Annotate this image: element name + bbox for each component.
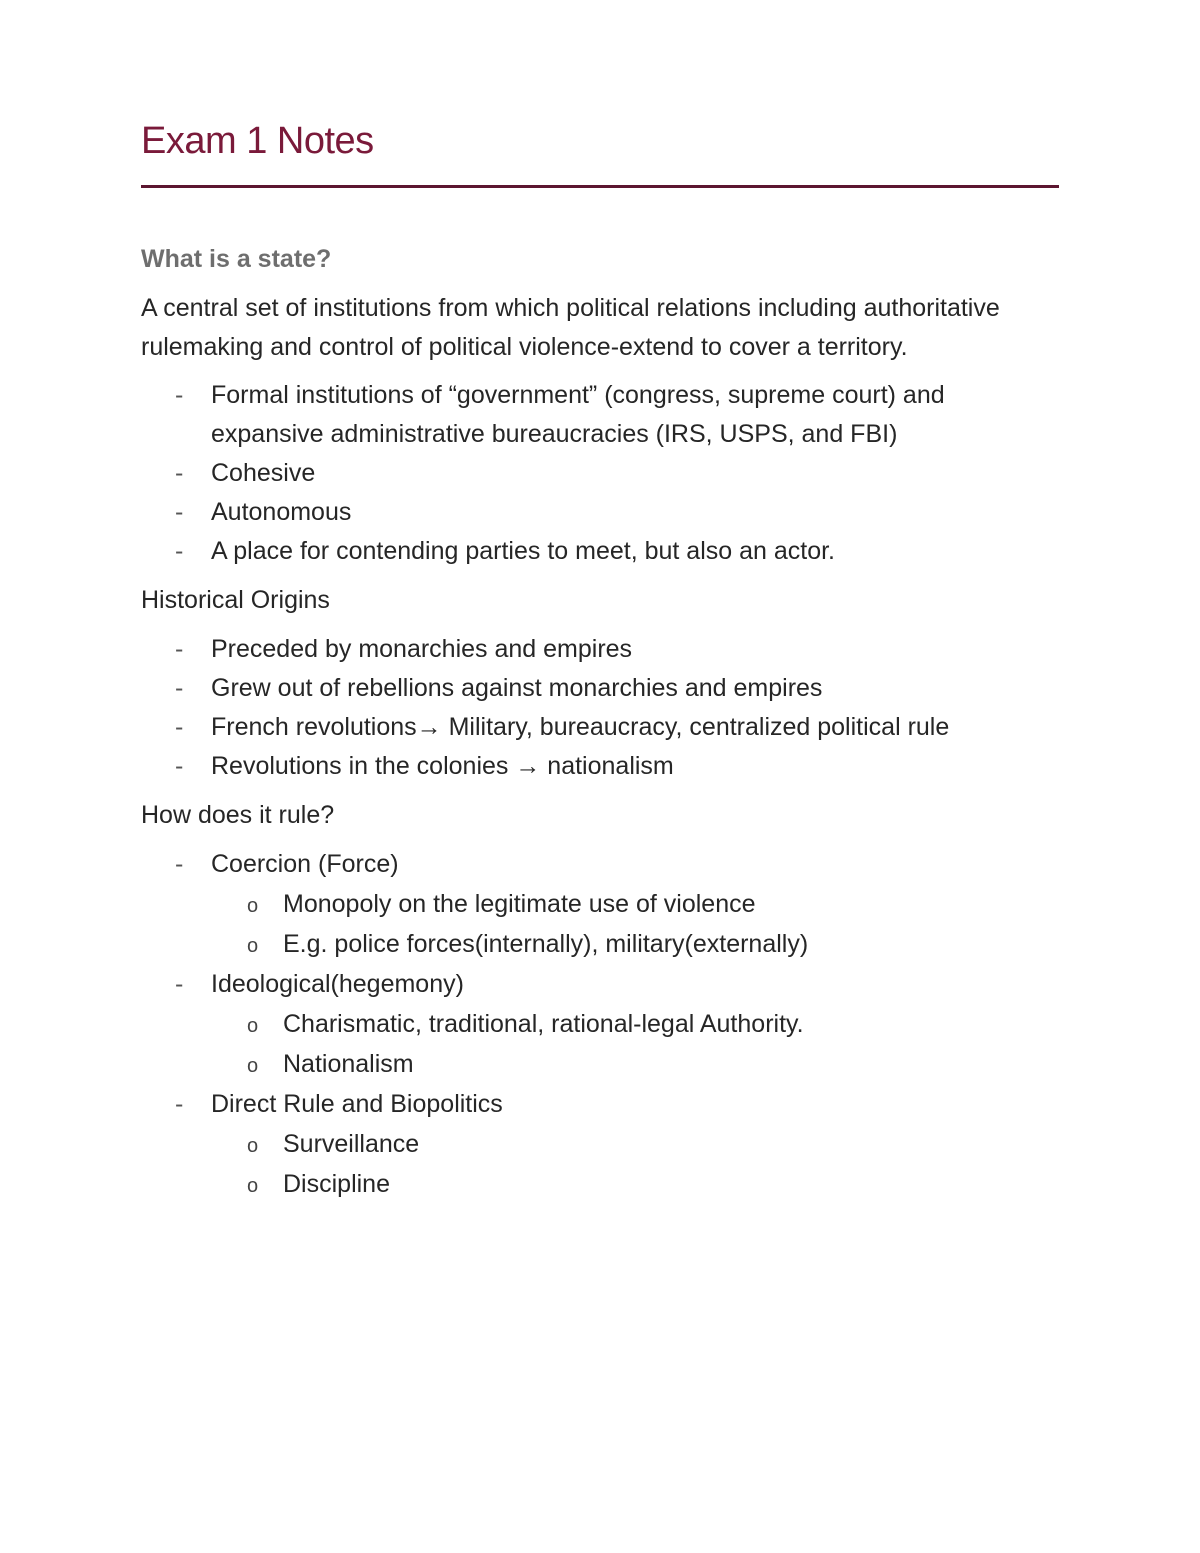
- title-divider: [141, 185, 1059, 188]
- dash-bullet-icon: -: [175, 1090, 184, 1118]
- circle-bullet-icon: o: [247, 935, 259, 957]
- section-heading-historical-origins: Historical Origins: [141, 586, 330, 614]
- dash-bullet-icon: -: [175, 752, 184, 780]
- list-item: - Coercion (Force) o Monopoly on the legitimate use of violence o E.g. police forces(internally), military(externally): [141, 845, 1059, 964]
- sub-list-item: o Monopoly on the legitimate use of violence: [211, 885, 1059, 924]
- circle-bullet-icon: o: [247, 895, 259, 917]
- state-features-list: [141, 376, 1059, 571]
- list-item: - Formal institutions of “government” (congress, supreme court) and expansive administrative bureaucracies (IRS, USPS, and FBI): [141, 376, 1059, 454]
- sub-list-item: o Discipline: [211, 1165, 1059, 1204]
- document-title: Exam 1 Notes: [141, 120, 374, 162]
- sub-list-item: o Nationalism: [211, 1045, 1059, 1084]
- right-arrow-icon: →: [416, 713, 442, 741]
- historical-origins-list: [141, 630, 1059, 786]
- dash-bullet-icon: -: [175, 537, 184, 565]
- list-item: - A place for contending parties to meet, but also an actor.: [141, 532, 1059, 571]
- list-item: - Grew out of rebellions against monarchies and empires: [141, 669, 1059, 708]
- circle-bullet-icon: o: [247, 1015, 259, 1037]
- list-item: - Revolutions in the colonies → nationalism: [141, 747, 1059, 786]
- dash-bullet-icon: -: [175, 970, 184, 998]
- sub-list: [211, 885, 1059, 964]
- rule-methods-list: [141, 845, 1059, 1204]
- document-body: [141, 240, 1059, 1214]
- dash-bullet-icon: -: [175, 674, 184, 702]
- section-heading-what-is-a-state: What is a state?: [141, 245, 332, 273]
- dash-bullet-icon: -: [175, 635, 184, 663]
- list-item: - Autonomous: [141, 493, 1059, 532]
- sub-list-item: o Surveillance: [211, 1125, 1059, 1164]
- dash-bullet-icon: -: [175, 498, 184, 526]
- dash-bullet-icon: -: [175, 713, 184, 741]
- list-item: - Cohesive: [141, 454, 1059, 493]
- sub-list: [211, 1125, 1059, 1204]
- state-definition: A central set of institutions from which political relations including authoritative rulemaking and control of political violence-extend to cover a territory.: [141, 294, 1000, 361]
- dash-bullet-icon: -: [175, 381, 184, 409]
- sub-list-item: o E.g. police forces(internally), military(externally): [211, 925, 1059, 964]
- circle-bullet-icon: o: [247, 1175, 259, 1197]
- list-item: - Ideological(hegemony) o Charismatic, traditional, rational-legal Authority. o Nationalism: [141, 965, 1059, 1084]
- dash-bullet-icon: -: [175, 850, 184, 878]
- right-arrow-icon: →: [515, 752, 541, 780]
- dash-bullet-icon: -: [175, 459, 184, 487]
- list-item: - French revolutions→ Military, bureaucracy, centralized political rule: [141, 708, 1059, 747]
- section-heading-how-does-it-rule: How does it rule?: [141, 801, 335, 829]
- sub-list-item: o Charismatic, traditional, rational-legal Authority.: [211, 1005, 1059, 1044]
- list-item: - Direct Rule and Biopolitics o Surveillance o Discipline: [141, 1085, 1059, 1204]
- circle-bullet-icon: o: [247, 1055, 259, 1077]
- sub-list: [211, 1005, 1059, 1084]
- list-item: - Preceded by monarchies and empires: [141, 630, 1059, 669]
- circle-bullet-icon: o: [247, 1135, 259, 1157]
